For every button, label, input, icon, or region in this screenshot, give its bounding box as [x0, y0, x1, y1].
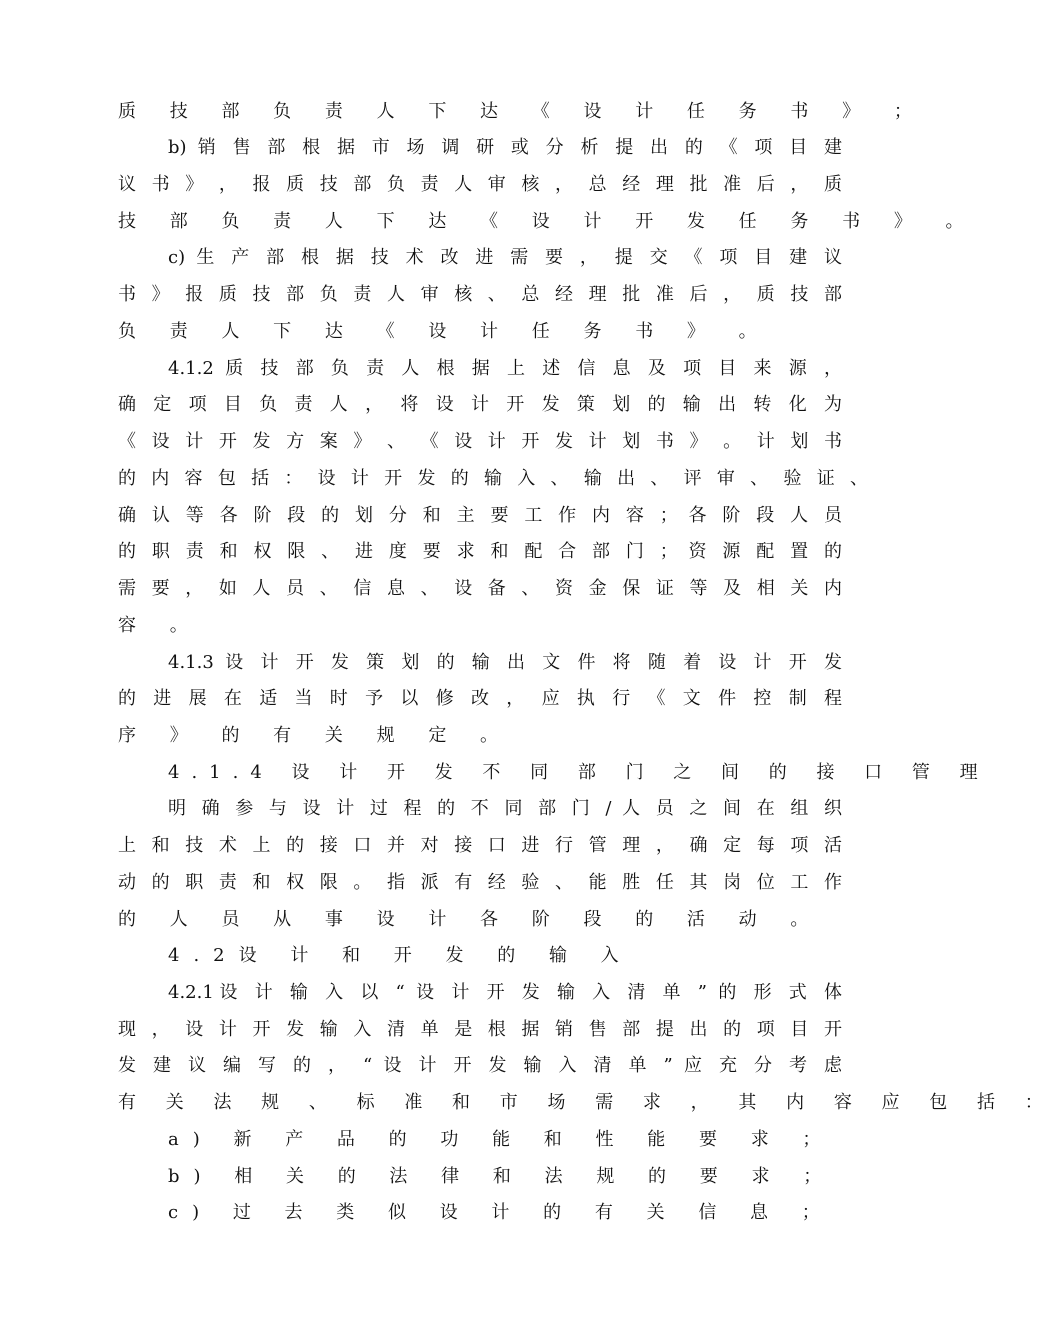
- text-line: 的 进 展 在 适 当 时 予 以 修 改 ， 应 执 行 《 文 件 控 制 程: [118, 688, 842, 709]
- text-line: c) 生 产 部 根 据 技 术 改 进 需 要 ， 提 交 《 项 目 建 议: [168, 247, 842, 268]
- text-line: 议 书 》 ， 报 质 技 部 负 责 人 审 核 ， 总 经 理 批 准 后 ， 质: [118, 174, 842, 195]
- list-item: c) 过 去 类 似 设 计 的 有 关 信 息 ；: [168, 1202, 834, 1223]
- text-line: 动 的 职 责 和 权 限 。 指 派 有 经 验 、 能 胜 任 其 岗 位 工 作: [118, 872, 842, 893]
- text-line: 4.1.3 设 计 开 发 策 划 的 输 出 文 件 将 随 着 设 计 开 发: [168, 652, 842, 673]
- text-line: 的 职 责 和 权 限 、 进 度 要 求 和 配 合 部 门 ； 资 源 配 置 的: [118, 541, 842, 562]
- text-line: 序 》 的 有 关 规 定 。: [118, 725, 513, 746]
- text-line: 上 和 技 术 上 的 接 口 并 对 接 口 进 行 管 理 ， 确 定 每 项 活: [118, 835, 842, 856]
- text-line: 需 要 ， 如 人 员 、 信 息 、 设 备 、 资 金 保 证 等 及 相 关 内: [118, 578, 842, 599]
- text-line: 负 责 人 下 达 《 设 计 任 务 书 》 。: [118, 321, 771, 342]
- text-line: 质 技 部 负 责 人 下 达 《 设 计 任 务 书 》 ；: [118, 101, 926, 122]
- text-line: 技 部 负 责 人 下 达 《 设 计 开 发 任 务 书 》 。: [118, 211, 978, 232]
- text-line: 发 建 议 编 写 的 ， “ 设 计 开 发 输 入 清 单 ” 应 充 分 考 虑: [118, 1055, 842, 1076]
- section-heading: 4.2设 计 和 开 发 的 输 入: [168, 945, 633, 966]
- text-line: 的 内 容 包 括 ： 设 计 开 发 的 输 入 、 输 出 、 评 审 、 验 证 、: [118, 468, 868, 489]
- text-line: 有 关 法 规 、 标 准 和 市 场 需 求 ， 其 内 容 应 包 括 ：: [118, 1092, 1055, 1113]
- text-line: 明 确 参 与 设 计 过 程 的 不 同 部 门 / 人 员 之 间 在 组 织: [168, 798, 842, 819]
- text-line: 4.2.1设 计 输 入 以 “ 设 计 开 发 输 入 清 单 ” 的 形 式 体: [168, 982, 842, 1003]
- text-line: 书 》 报 质 技 部 负 责 人 审 核 、 总 经 理 批 准 后 ， 质 技 部: [118, 284, 842, 305]
- text-line: 确 定 项 目 负 责 人 ， 将 设 计 开 发 策 划 的 输 出 转 化 为: [118, 394, 842, 415]
- text-line: 《 设 计 开 发 方 案 》 、 《 设 计 开 发 计 划 书 》 。 计 划 书: [118, 431, 842, 452]
- list-item: b) 相 关 的 法 律 和 法 规 的 要 求 ；: [168, 1166, 836, 1187]
- text-line: 确 认 等 各 阶 段 的 划 分 和 主 要 工 作 内 容 ； 各 阶 段 人 员: [118, 505, 842, 526]
- section-heading: 4.1.4 设 计 开 发 不 同 部 门 之 间 的 接 口 管 理: [168, 762, 990, 783]
- text-line: 现 ， 设 计 开 发 输 入 清 单 是 根 据 销 售 部 提 出 的 项 目 开: [118, 1019, 842, 1040]
- text-line: 的 人 员 从 事 设 计 各 阶 段 的 活 动 。: [118, 909, 823, 930]
- text-line: 容 。: [118, 615, 202, 636]
- text-line: 4.1.2 质 技 部 负 责 人 根 据 上 述 信 息 及 项 目 来 源 ，: [168, 358, 842, 379]
- text-line: b) 销 售 部 根 据 市 场 调 研 或 分 析 提 出 的 《 项 目 建: [168, 137, 842, 158]
- list-item: a) 新 产 品 的 功 能 和 性 能 要 求 ；: [168, 1129, 835, 1150]
